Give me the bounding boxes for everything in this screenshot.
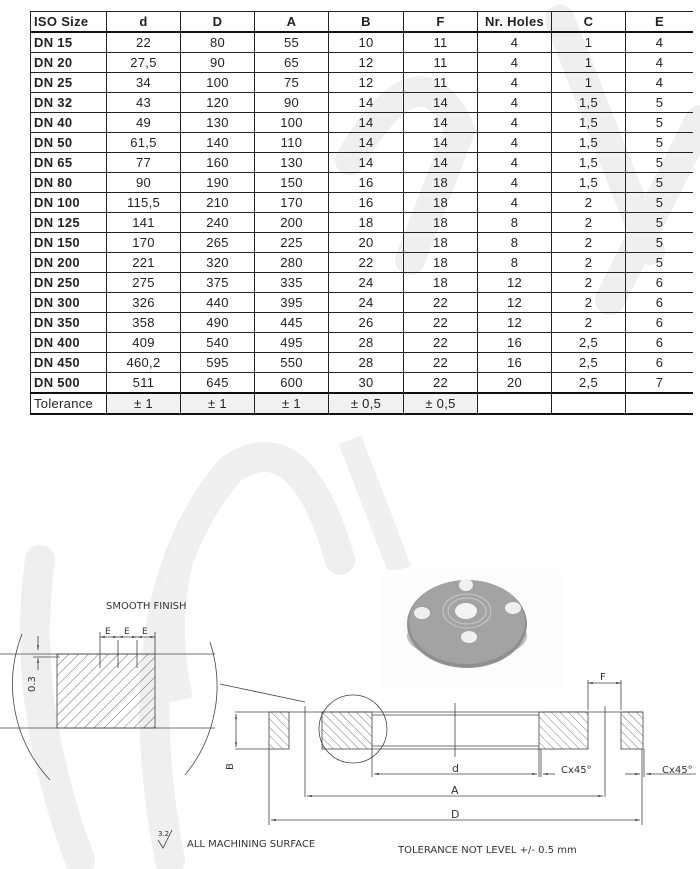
- cell-A: 445: [255, 313, 329, 333]
- cell-d: 61,5: [107, 133, 181, 153]
- cell-E: 7: [626, 373, 694, 394]
- cell-iso-size: DN 300: [31, 293, 107, 313]
- dim-B-label: B: [225, 763, 236, 770]
- header-iso-size: ISO Size: [31, 12, 107, 33]
- cell-F: 11: [404, 53, 478, 73]
- roughness-value: 3.2: [158, 830, 170, 838]
- flange-photo: [382, 570, 562, 688]
- cell-E: 5: [626, 253, 694, 273]
- cell-C: 1,5: [552, 153, 626, 173]
- cell-E: 6: [626, 293, 694, 313]
- cell-B: 14: [329, 93, 404, 113]
- cell-D: 320: [181, 253, 255, 273]
- table-body: [31, 32, 694, 393]
- table-row: [31, 93, 694, 113]
- cell-E: 5: [626, 173, 694, 193]
- table-row: [31, 233, 694, 253]
- cell-B: 20: [329, 233, 404, 253]
- cell-nr-holes: 4: [478, 93, 552, 113]
- header-E: E: [626, 12, 694, 33]
- cell-C: 2: [552, 253, 626, 273]
- cell-D: 90: [181, 53, 255, 73]
- cell-iso-size: DN 500: [31, 373, 107, 394]
- cell-nr-holes: 8: [478, 233, 552, 253]
- cell-B: 28: [329, 333, 404, 353]
- cell-D: 440: [181, 293, 255, 313]
- roughness-note: ALL MACHINING SURFACE: [187, 839, 316, 850]
- cell-E: 5: [626, 233, 694, 253]
- cell-C: 2: [552, 273, 626, 293]
- cell-F: 22: [404, 333, 478, 353]
- cell-nr-holes: 4: [478, 32, 552, 53]
- cell-d: 77: [107, 153, 181, 173]
- cell-E: 5: [626, 93, 694, 113]
- cell-nr-holes: 12: [478, 273, 552, 293]
- cell-B: 24: [329, 273, 404, 293]
- cell-A: 170: [255, 193, 329, 213]
- cell-iso-size: DN 32: [31, 93, 107, 113]
- cell-A: 495: [255, 333, 329, 353]
- table-row: [31, 133, 694, 153]
- cell-C: 1: [552, 73, 626, 93]
- cell-nr-holes: 12: [478, 313, 552, 333]
- cell-iso-size: DN 40: [31, 113, 107, 133]
- cell-F: 14: [404, 93, 478, 113]
- chamfer-left-label: Cx45°: [561, 765, 592, 776]
- cell-F: 11: [404, 32, 478, 53]
- cell-C: 2: [552, 213, 626, 233]
- detail-depth-label: 0.3: [27, 676, 38, 692]
- header-C: C: [552, 12, 626, 33]
- detail-e-label-3: E: [142, 627, 148, 637]
- cell-d: 170: [107, 233, 181, 253]
- cell-B: 12: [329, 53, 404, 73]
- table-row: [31, 32, 694, 53]
- cell-B: 10: [329, 32, 404, 53]
- cell-B: 22: [329, 253, 404, 273]
- cell-A: 150: [255, 173, 329, 193]
- table-row: [31, 353, 694, 373]
- table-row: [31, 313, 694, 333]
- cell-A: 550: [255, 353, 329, 373]
- table-row: [31, 333, 694, 353]
- cell-D: 100: [181, 73, 255, 93]
- cell-iso-size: DN 150: [31, 233, 107, 253]
- flange-technical-drawing: [0, 560, 700, 869]
- cell-D: 595: [181, 353, 255, 373]
- table-row: [31, 213, 694, 233]
- cell-d: 141: [107, 213, 181, 233]
- cell-E: 4: [626, 73, 694, 93]
- detail-e-label-1: E: [105, 627, 111, 637]
- table-row: [31, 253, 694, 273]
- cell-B: 14: [329, 153, 404, 173]
- cell-E: 6: [626, 353, 694, 373]
- table-header-row: [31, 12, 694, 33]
- detail-view: [0, 632, 305, 780]
- cell-nr-holes: 8: [478, 253, 552, 273]
- cell-d: 326: [107, 293, 181, 313]
- tolerance-row: [31, 393, 694, 414]
- cell-iso-size: DN 65: [31, 153, 107, 173]
- tolerance-C: [552, 393, 626, 414]
- cell-iso-size: DN 20: [31, 53, 107, 73]
- cell-B: 14: [329, 133, 404, 153]
- cell-B: 28: [329, 353, 404, 373]
- tolerance-d: ± 1: [107, 393, 181, 414]
- cell-B: 24: [329, 293, 404, 313]
- cell-E: 6: [626, 333, 694, 353]
- cell-E: 5: [626, 213, 694, 233]
- tolerance-E: [626, 393, 694, 414]
- cell-C: 1,5: [552, 113, 626, 133]
- cell-F: 14: [404, 113, 478, 133]
- header-A: A: [255, 12, 329, 33]
- tolerance-B: ± 0,5: [329, 393, 404, 414]
- cell-A: 75: [255, 73, 329, 93]
- cell-E: 5: [626, 133, 694, 153]
- table-row: [31, 173, 694, 193]
- cell-d: 221: [107, 253, 181, 273]
- cell-A: 65: [255, 53, 329, 73]
- cell-D: 80: [181, 32, 255, 53]
- cell-C: 2: [552, 293, 626, 313]
- cell-A: 200: [255, 213, 329, 233]
- cell-F: 18: [404, 253, 478, 273]
- cell-A: 335: [255, 273, 329, 293]
- cell-d: 34: [107, 73, 181, 93]
- cell-nr-holes: 16: [478, 333, 552, 353]
- cell-B: 30: [329, 373, 404, 394]
- table-row: [31, 273, 694, 293]
- cell-A: 100: [255, 113, 329, 133]
- cell-nr-holes: 4: [478, 113, 552, 133]
- cell-nr-holes: 16: [478, 353, 552, 373]
- cell-B: 14: [329, 113, 404, 133]
- cell-nr-holes: 4: [478, 133, 552, 153]
- cell-iso-size: DN 100: [31, 193, 107, 213]
- cell-C: 2,5: [552, 373, 626, 394]
- cell-D: 160: [181, 153, 255, 173]
- cell-F: 22: [404, 313, 478, 333]
- cell-C: 1: [552, 32, 626, 53]
- cell-F: 14: [404, 153, 478, 173]
- cell-d: 275: [107, 273, 181, 293]
- flange-dimension-table: [30, 11, 693, 415]
- cell-E: 6: [626, 273, 694, 293]
- cell-iso-size: DN 15: [31, 32, 107, 53]
- dim-d-label: d: [452, 762, 459, 775]
- tolerance-A: ± 1: [255, 393, 329, 414]
- tolerance-nr-holes: [478, 393, 552, 414]
- cell-d: 43: [107, 93, 181, 113]
- dim-A-label: A: [451, 784, 459, 797]
- cell-nr-holes: 4: [478, 73, 552, 93]
- tolerance-note: TOLERANCE NOT LEVEL +/- 0.5 mm: [398, 845, 577, 856]
- cell-A: 55: [255, 32, 329, 53]
- cell-E: 5: [626, 113, 694, 133]
- cell-D: 130: [181, 113, 255, 133]
- cell-iso-size: DN 80: [31, 173, 107, 193]
- cell-F: 14: [404, 133, 478, 153]
- cell-iso-size: DN 125: [31, 213, 107, 233]
- table-row: [31, 113, 694, 133]
- cell-C: 2: [552, 233, 626, 253]
- cell-C: 1,5: [552, 133, 626, 153]
- header-F: F: [404, 12, 478, 33]
- cell-iso-size: DN 350: [31, 313, 107, 333]
- cell-nr-holes: 20: [478, 373, 552, 394]
- cell-F: 22: [404, 373, 478, 394]
- cell-A: 395: [255, 293, 329, 313]
- cell-A: 280: [255, 253, 329, 273]
- cell-D: 140: [181, 133, 255, 153]
- dim-F-label: F: [600, 672, 606, 683]
- cell-C: 1,5: [552, 173, 626, 193]
- table-row: [31, 73, 694, 93]
- cell-iso-size: DN 400: [31, 333, 107, 353]
- cell-E: 6: [626, 313, 694, 333]
- cell-B: 12: [329, 73, 404, 93]
- cell-F: 18: [404, 233, 478, 253]
- cell-B: 16: [329, 193, 404, 213]
- table-row: [31, 193, 694, 213]
- cell-iso-size: DN 25: [31, 73, 107, 93]
- cell-B: 26: [329, 313, 404, 333]
- cell-D: 490: [181, 313, 255, 333]
- chamfer-right-label: Cx45°: [662, 765, 693, 776]
- cell-D: 210: [181, 193, 255, 213]
- cell-F: 22: [404, 353, 478, 373]
- cell-D: 240: [181, 213, 255, 233]
- tolerance-D: ± 1: [181, 393, 255, 414]
- detail-title: SMOOTH FINISH: [106, 601, 187, 612]
- cell-nr-holes: 4: [478, 193, 552, 213]
- cell-B: 18: [329, 213, 404, 233]
- header-B: B: [329, 12, 404, 33]
- cell-A: 130: [255, 153, 329, 173]
- header-D: D: [181, 12, 255, 33]
- detail-e-label-2: E: [124, 627, 130, 637]
- cell-D: 265: [181, 233, 255, 253]
- cell-iso-size: DN 50: [31, 133, 107, 153]
- cell-E: 4: [626, 32, 694, 53]
- cell-A: 110: [255, 133, 329, 153]
- cell-D: 120: [181, 93, 255, 113]
- cell-d: 49: [107, 113, 181, 133]
- cell-F: 18: [404, 273, 478, 293]
- cell-d: 27,5: [107, 53, 181, 73]
- cell-d: 511: [107, 373, 181, 394]
- cell-d: 409: [107, 333, 181, 353]
- cell-iso-size: DN 250: [31, 273, 107, 293]
- table-row: [31, 53, 694, 73]
- cell-D: 540: [181, 333, 255, 353]
- cell-iso-size: DN 200: [31, 253, 107, 273]
- cell-A: 600: [255, 373, 329, 394]
- cell-nr-holes: 4: [478, 153, 552, 173]
- table-row: [31, 293, 694, 313]
- cell-nr-holes: 8: [478, 213, 552, 233]
- cell-C: 1,5: [552, 93, 626, 113]
- table-row: [31, 373, 694, 394]
- cell-D: 375: [181, 273, 255, 293]
- cell-D: 645: [181, 373, 255, 394]
- cell-E: 5: [626, 153, 694, 173]
- header-d: d: [107, 12, 181, 33]
- cell-B: 16: [329, 173, 404, 193]
- cell-C: 2,5: [552, 353, 626, 373]
- cell-nr-holes: 4: [478, 173, 552, 193]
- cell-d: 22: [107, 32, 181, 53]
- cell-E: 5: [626, 193, 694, 213]
- cell-F: 11: [404, 73, 478, 93]
- cell-nr-holes: 4: [478, 53, 552, 73]
- cell-nr-holes: 12: [478, 293, 552, 313]
- dim-D-label: D: [451, 808, 460, 821]
- tolerance-F: ± 0,5: [404, 393, 478, 414]
- tolerance-label: Tolerance: [31, 393, 107, 414]
- cell-F: 18: [404, 193, 478, 213]
- cell-D: 190: [181, 173, 255, 193]
- cell-iso-size: DN 450: [31, 353, 107, 373]
- cell-C: 1: [552, 53, 626, 73]
- cell-F: 22: [404, 293, 478, 313]
- cell-F: 18: [404, 213, 478, 233]
- header-nr-holes: Nr. Holes: [478, 12, 552, 33]
- cell-C: 2: [552, 313, 626, 333]
- cell-C: 2: [552, 193, 626, 213]
- cell-d: 90: [107, 173, 181, 193]
- cell-A: 90: [255, 93, 329, 113]
- cell-d: 460,2: [107, 353, 181, 373]
- cell-d: 358: [107, 313, 181, 333]
- table-row: [31, 153, 694, 173]
- cell-E: 4: [626, 53, 694, 73]
- cell-A: 225: [255, 233, 329, 253]
- cell-C: 2,5: [552, 333, 626, 353]
- cell-F: 18: [404, 173, 478, 193]
- cell-d: 115,5: [107, 193, 181, 213]
